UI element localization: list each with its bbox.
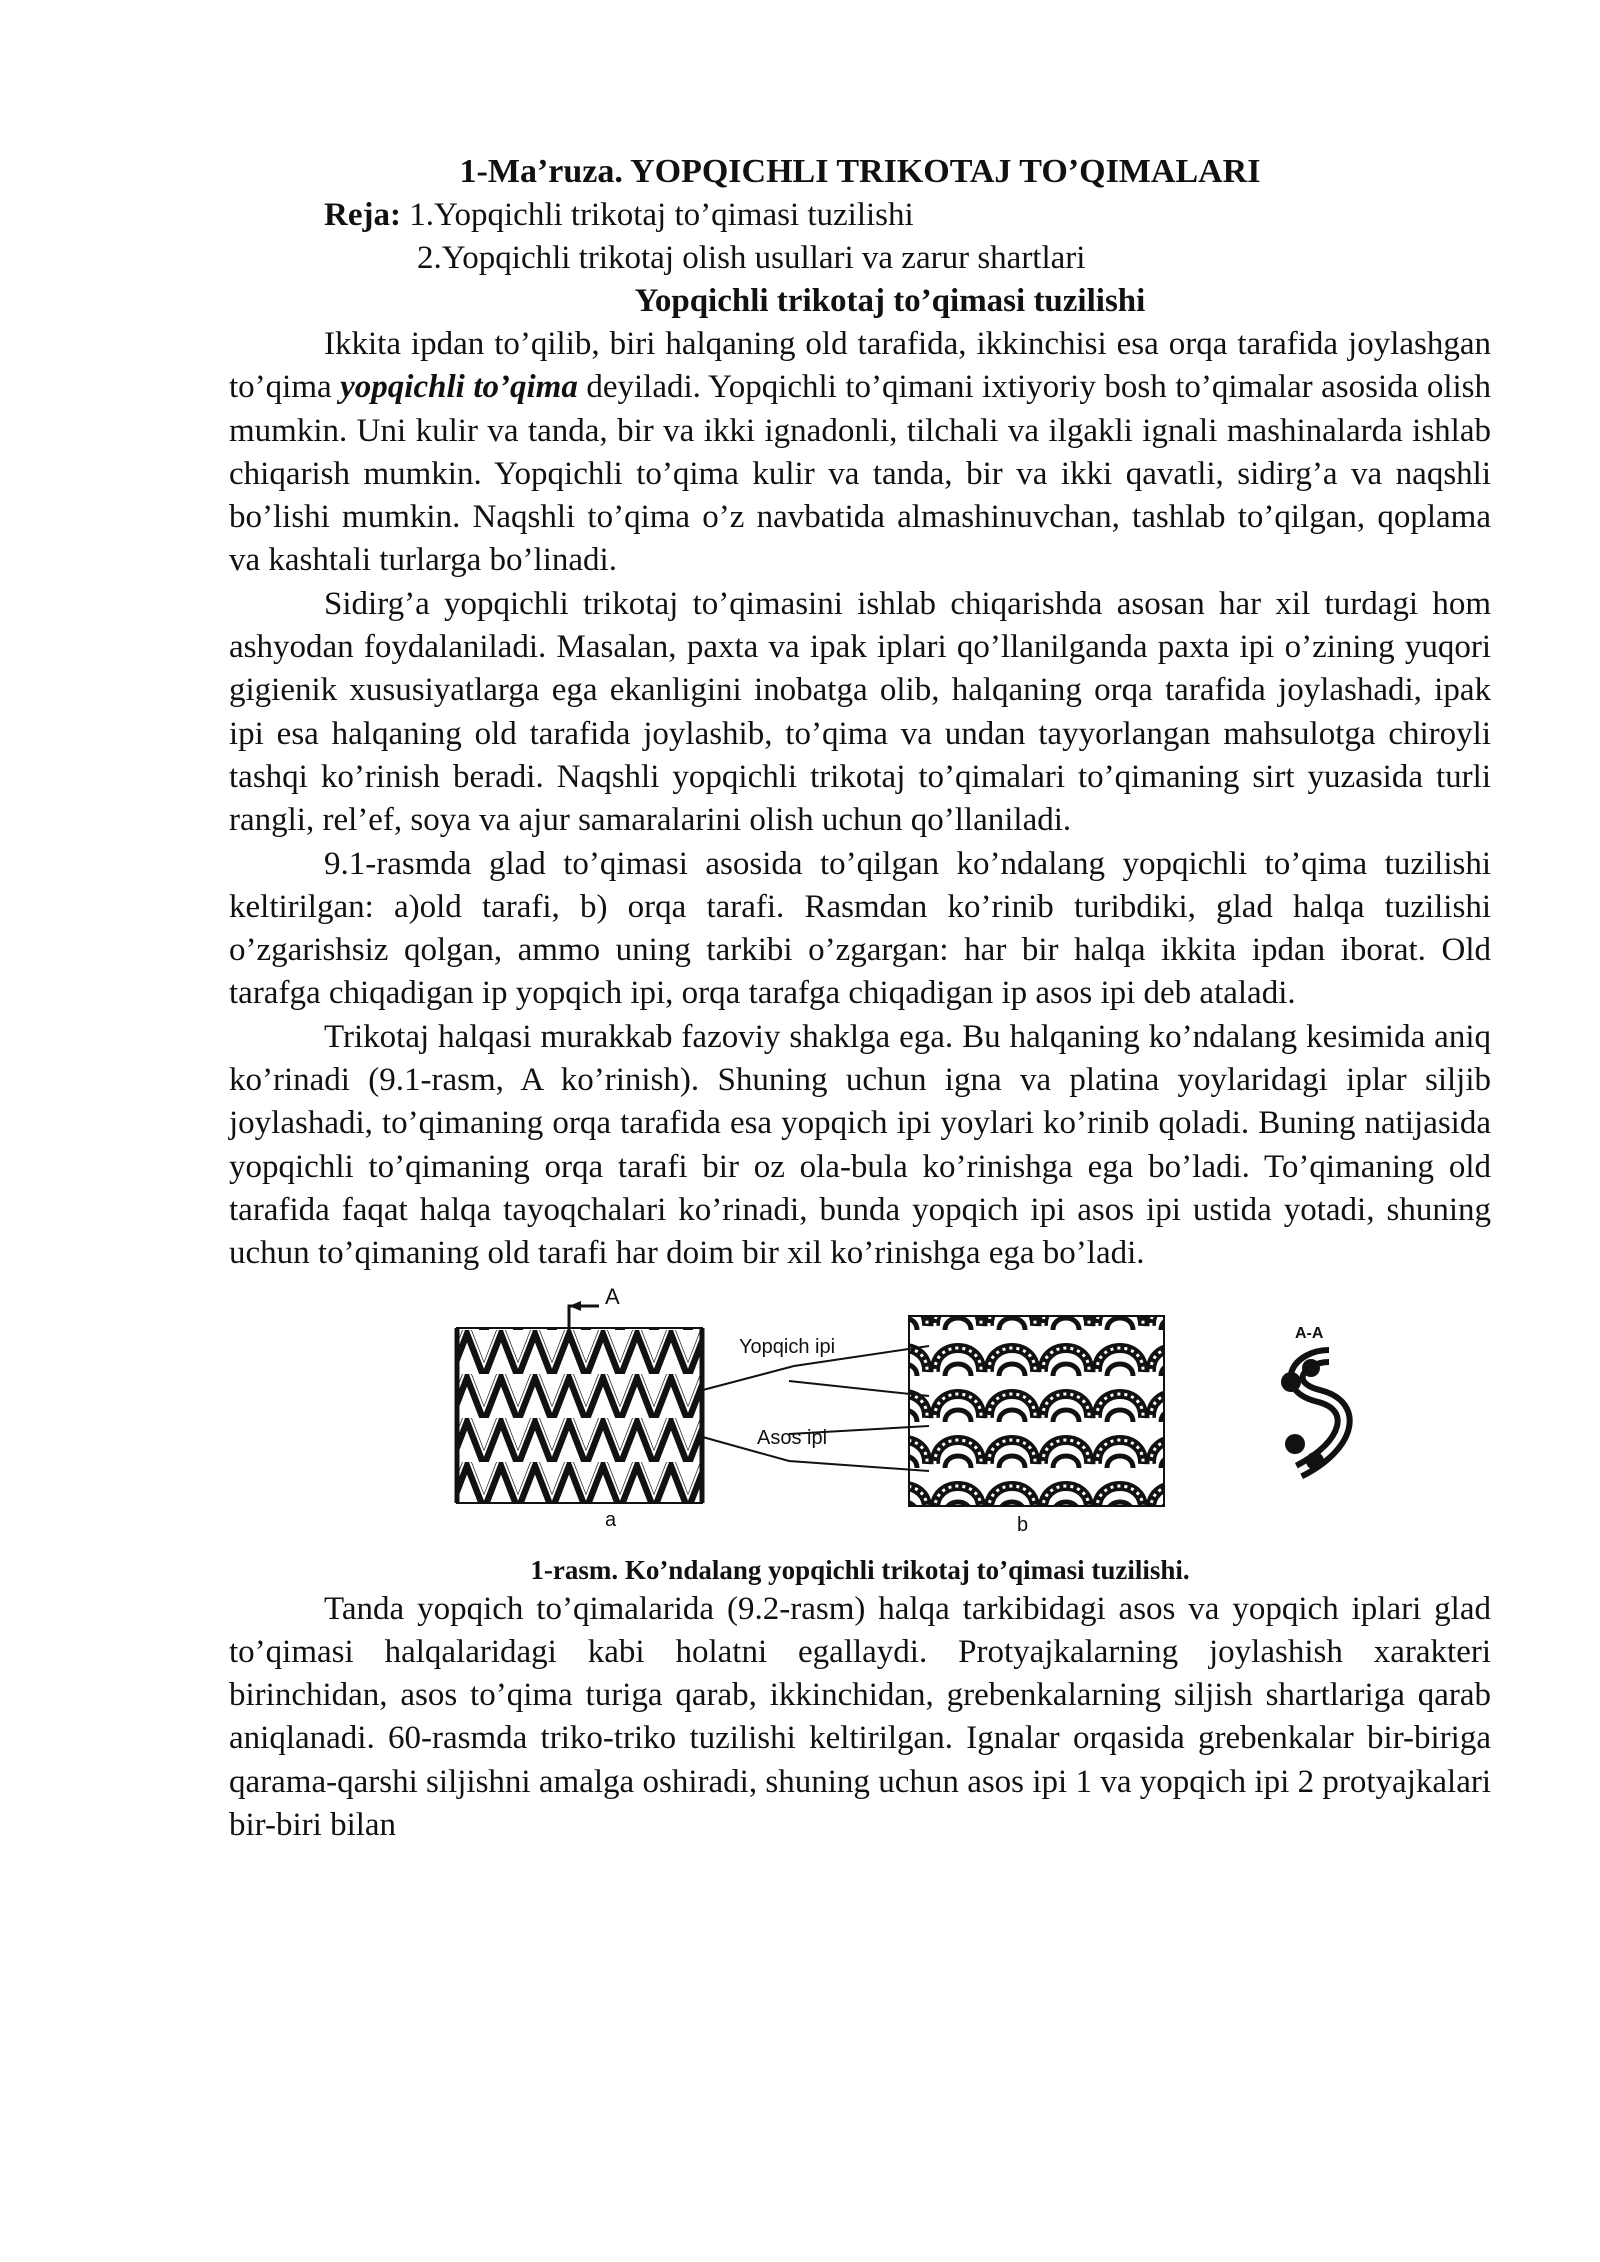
label-a: a [605,1508,617,1531]
cross-section-AA [1281,1325,1344,1471]
document-page [229,150,1491,1847]
lecture-title: 1-Ma’ruza. YOPQICHLI TRIKOTAJ TO’QIMALARI [459,153,1261,190]
plan-item-1: 1.Yopqichli trikotaj to’qimasi tuzilishi [409,197,914,233]
label-yopqich-ipi: Yopqich ipi [739,1335,836,1358]
figure-caption: 1-rasm. Ko’ndalang yopqichli trikotaj to’qimasi tuzilishi. [530,1554,1190,1585]
plan-label: Reja: [324,197,401,233]
paragraph-1 [229,323,1491,583]
fabric-front-view [457,1328,702,1503]
figure-drawing [229,1286,1491,1548]
label-A: A [605,1285,620,1309]
fabric-back-view [909,1316,1164,1506]
figure-knit-structure [229,1286,1491,1548]
label-asos-ipi: Asos ipi [757,1426,828,1449]
paragraph-4: Trikotaj halqasi murakkab fazoviy shaklga ega. Bu halqaning ko’ndalang kesimida aniq ko’rinadi (9.1-rasm, A ko’rinish). Shuning uchun igna va platina yoylaridagi iplar siljib joylashadi, to’qimaning orqa tarafida esa yopqich ipi yoylari ko’rinib qoladi. Buning natijasida yopqichli to’qimaning orqa tarafi bir oz ola-bula ko’rinishga ega bo’ladi. To’qimaning old tarafida faqat halqa tayoqchalari ko’rinadi, bunda yopqich ipi asos ipi ustida yotadi, shuning uchun to’qimaning old tarafi har doim bir xil ko’rinishga ega bo’ladi. [229,1018,1491,1272]
plan-line-1 [229,194,1491,237]
section-title: Yopqichli trikotaj to’qimasi tuzilishi [634,283,1146,319]
section-marker-A [569,1286,620,1330]
label-AA: A-A [1295,1324,1324,1342]
label-leader-lines [699,1346,929,1471]
paragraph-1-start: Ikkita ipdan to’qilib, biri halqaning old tarafida, ikkinchisi esa orqa tarafida joylashgan to’qima [229,326,1491,406]
paragraph-3: 9.1-rasmda glad to’qimasi asosida to’qilgan ko’ndalang yopqichli to’qima tuzilishi keltirilgan: a)old tarafi, b) orqa tarafi. Rasmdan ko’rinib turibdiki, glad halqa tuzilishi o’zgarishsiz qolgan, ammo uning tarkibi o’zgargan: har bir halqa ikkita ipdan iborat. Old tarafga chiqadigan ip yopqich ipi, orqa tarafga chiqadigan ip asos ipi deb ataladi. [229,845,1491,1012]
plan-item-2: 2.Yopqichli trikotaj olish usullari va zarur shartlari [417,240,1086,276]
label-b: b [1017,1513,1029,1536]
paragraph-1-end: deyiladi. Yopqichli to’qimani ixtiyoriy bosh to’qimalar asosida olish mumkin. Uni kulir va tanda, bir va ikki ignadonli, tilchali va ilgakli ignali mashinalarda ishlab chiqarish mumkin. Yopqichli to’qima kulir va tanda, bir va ikki qavatli, sidirg’a va naqshli bo’lishi mumkin. Naqshli to’qima o’z navbatida almashinuvchan, tashlab to’qilgan, qoplama va kashtali turlarga bo’linadi. [229,369,1491,579]
paragraph-5: Tanda yopqich to’qimalarida (9.2-rasm) halqa tarkibidagi asos va yopqich iplari glad to’qimasi halqalaridagi kabi holatni egallaydi. Protyajkalarning joylashish xarakteri birinchidan, asos to’qima turiga qarab, ikkinchidan, grebenkalarning siljish shartlariga qarab aniqlanadi. 60-rasmda triko-triko tuzilishi keltirilgan. Ignalar orqasida grebenkalar bir-biriga qarama-qarshi siljishni amalga oshiradi, shuning uchun asos ipi 1 va yopqich ipi 2 protyajkalari bir-biri bilan [229,1590,1491,1844]
paragraph-2: Sidirg’a yopqichli trikotaj to’qimasini ishlab chiqarishda asosan har xil turdagi hom ashyodan foydalaniladi. Masalan, paxta va ipak iplari qo’llanilganda paxta ipi o’zining yuqori gigienik xususiyatlarga ega ekanligini inobatga olib, halqaning orqa tarafida joylashadi, ipak ipi esa halqaning old tarafida joylashib, to’qima va undan tayyorlangan mahsulotga chiroyli tashqi ko’rinish beradi. Naqshli yopqichli trikotaj to’qimalari to’qimaning sirt yuzasida turli rangli, rel’ef, soya va ajur samaralarini olish uchun qo’llaniladi. [229,585,1491,839]
term-emphasis: yopqichli to’qima [340,369,578,406]
